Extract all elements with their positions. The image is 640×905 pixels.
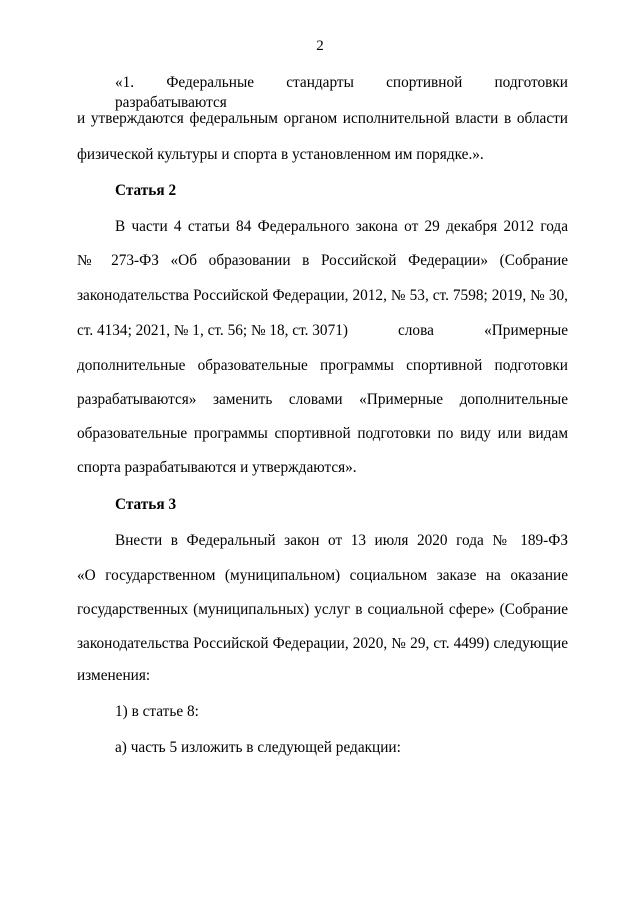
article2-line-2: № 273-ФЗ «Об образовании в Российской Федерации» (Собрание — [77, 252, 568, 269]
article3-line-2: «О государственном (муниципальном) социальном заказе на оказание — [77, 567, 568, 584]
article3-line-3: государственных (муниципальных) услуг в социальной сфере» (Собрание — [77, 601, 568, 618]
article3-line-1: Внести в Федеральный закон от 13 июля 2020 года № 189-ФЗ — [115, 532, 568, 549]
article2-line-7: образовательные программы спортивной подготовки по виду или видам — [77, 425, 568, 442]
article3-item-1: 1) в статье 8: — [115, 703, 199, 720]
para1-line-1: «1. Федеральные стандарты спортивной подготовки разрабатываются — [115, 74, 568, 111]
para1-line-3: физической культуры и спорта в установленном им порядке.». — [77, 146, 484, 163]
article3-line-5: изменения: — [77, 667, 151, 684]
article2-line-4-part-1: ст. 4134; 2021, № 1, ст. 56; № 18, ст. 3071) — [77, 322, 348, 339]
article2-line-4-part-2: слова — [398, 322, 434, 339]
page-number: 2 — [316, 38, 324, 54]
para1-line-2: и утверждаются федеральным органом исполнительной власти в области — [77, 110, 568, 127]
article2-line-1: В части 4 статьи 84 Федерального закона от 29 декабря 2012 года — [115, 218, 568, 235]
article2-line-6: разрабатываются» заменить словами «Примерные дополнительные — [77, 391, 568, 408]
article2-line-8: спорта разрабатываются и утверждаются». — [77, 459, 357, 476]
article-3-heading: Статья 3 — [115, 496, 177, 513]
article3-item-1a: а) часть 5 изложить в следующей редакции: — [115, 739, 401, 756]
article-2-heading: Статья 2 — [115, 182, 177, 199]
article3-line-4: законодательства Российской Федерации, 2020, № 29, ст. 4499) следующие — [77, 635, 568, 652]
article2-line-3: законодательства Российской Федерации, 2012, № 53, ст. 7598; 2019, № 30, — [77, 287, 568, 304]
article2-line-4-part-3: «Примерные — [484, 322, 568, 339]
article2-line-5: дополнительные образовательные программы спортивной подготовки — [77, 357, 568, 374]
